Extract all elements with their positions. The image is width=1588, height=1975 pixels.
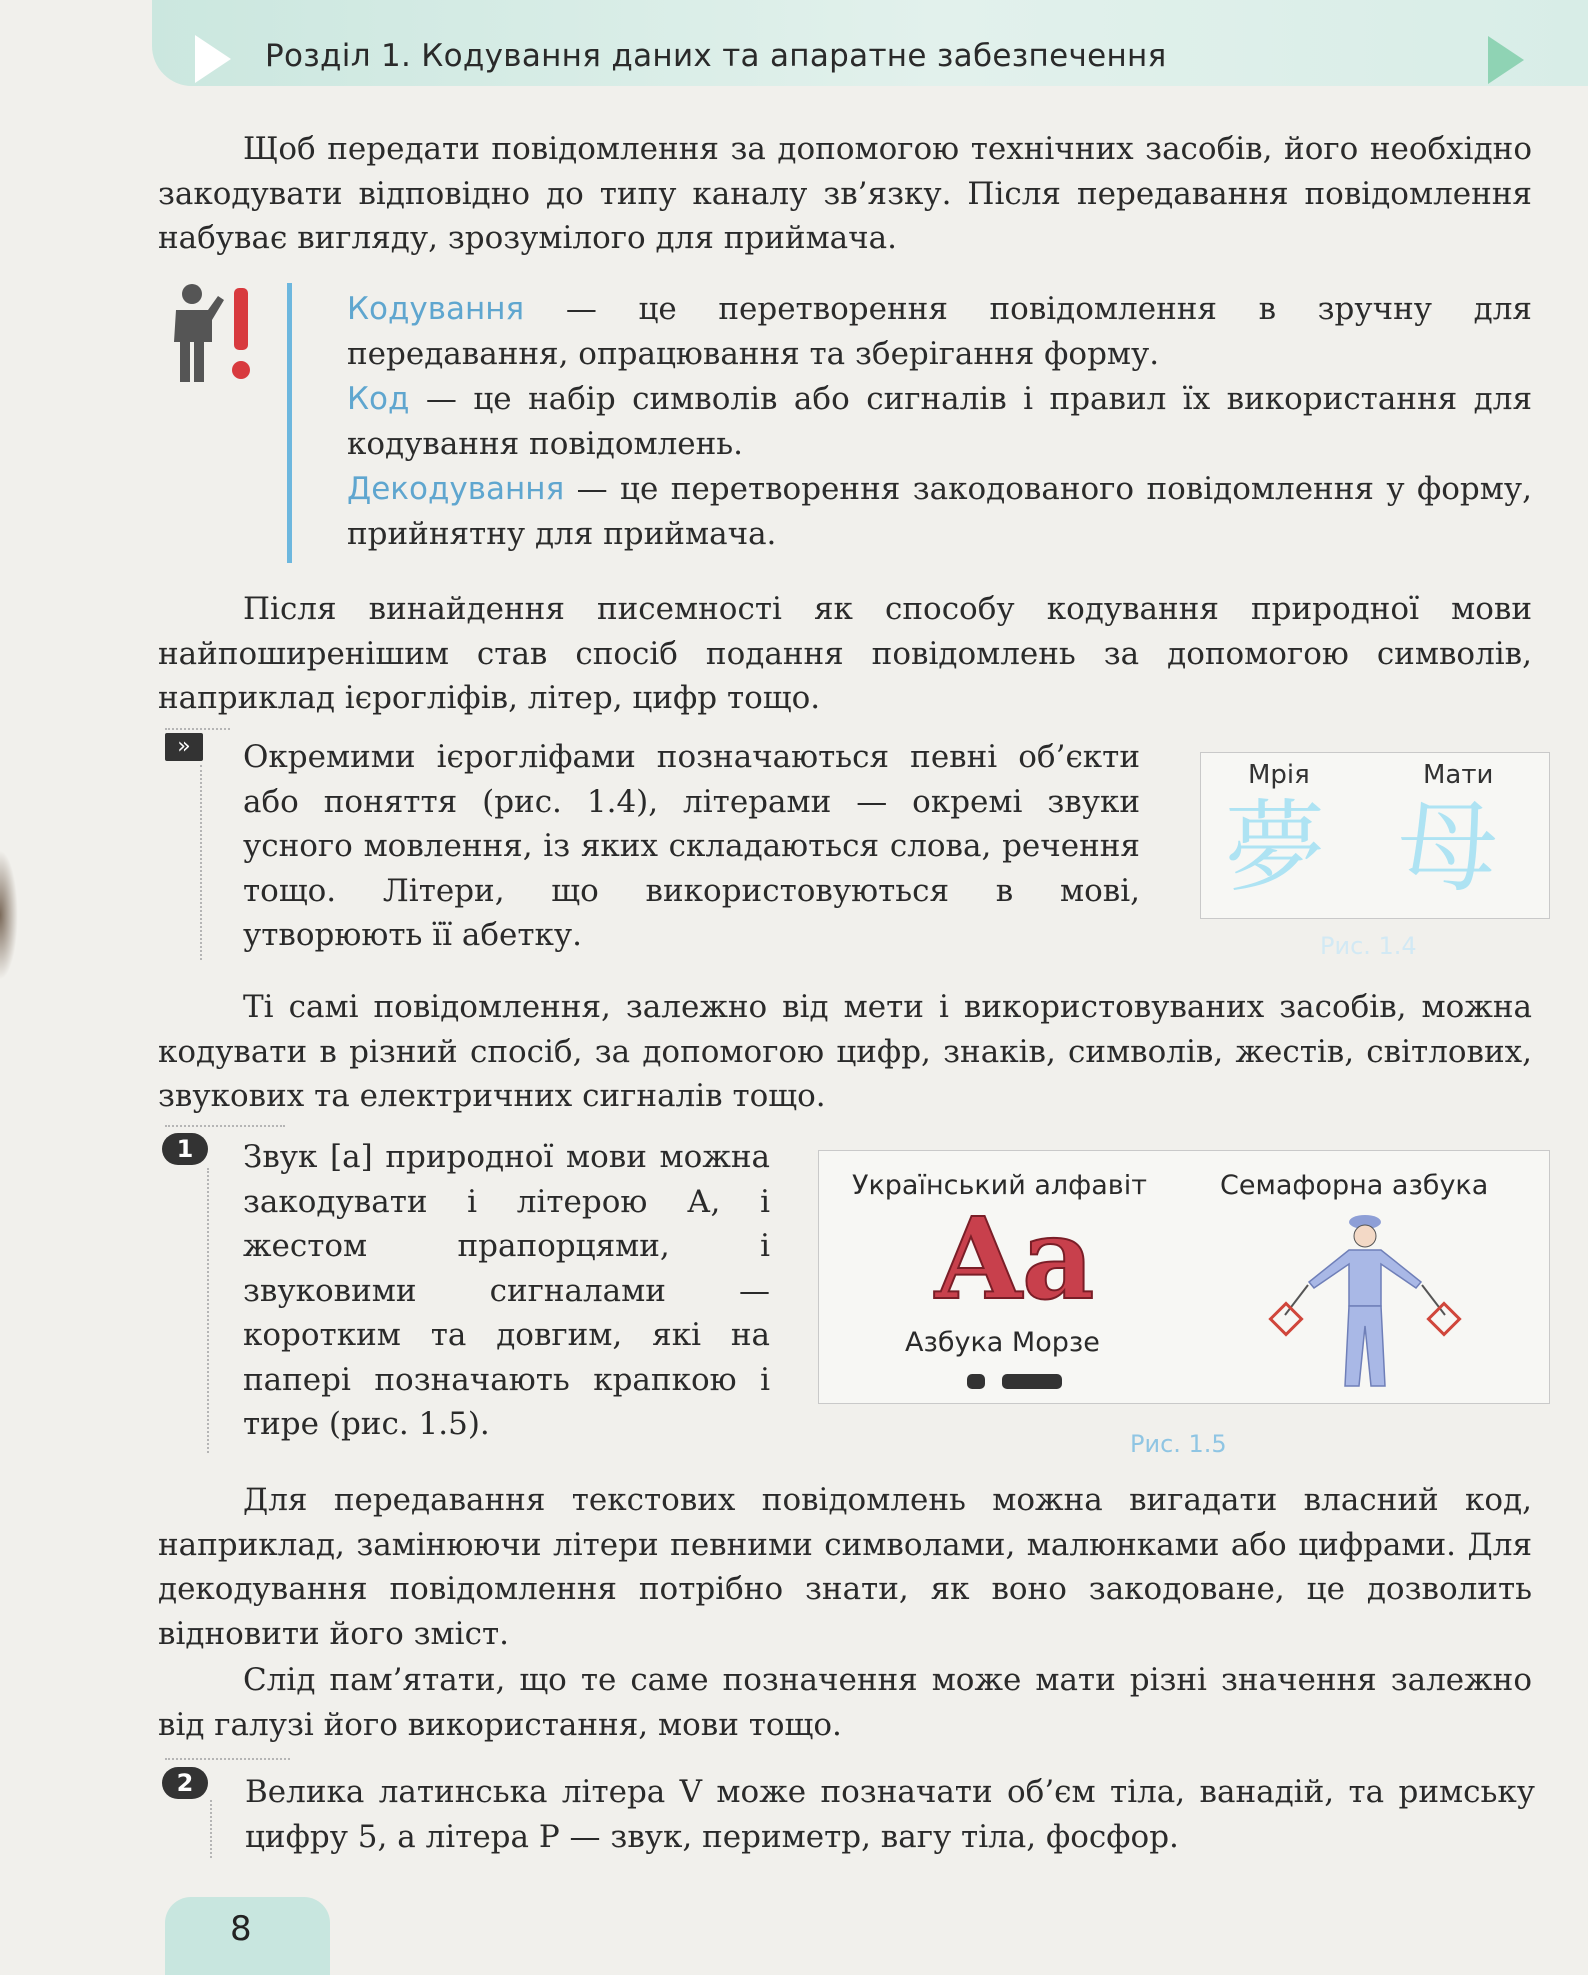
hieroglyph-paragraph: Окремими ієрогліфами позначаються певні об’єкти або поняття (рис. 1.4), літерами — окремі звуки усного мовлення, із яких складаються слова, речення тощо. Літери, що використовуються в мові, утворюють її абетку.	[243, 739, 1140, 953]
example1-dotted-line	[165, 1125, 285, 1127]
label-morse: Азбука Морзе	[905, 1327, 1100, 1358]
label-semaphore: Семафорна азбука	[1220, 1170, 1489, 1201]
morse-dash	[1002, 1374, 1062, 1389]
figure-1-4-caption: Рис. 1.4	[1320, 932, 1417, 960]
definitions-accent-bar	[287, 283, 292, 563]
definition-coding: Кодування — це перетворення повідомлення в зручну для передавання, опрацювання та зберігання форму.	[347, 291, 1532, 372]
writing-paragraph: Після винайдення писемності як способу кодування природної мови найпоширенішим став спосіб подання повідомлень за допомогою символів, наприклад ієрогліфів, літер, цифр тощо.	[158, 591, 1532, 716]
morse-dot	[967, 1374, 985, 1389]
label-ukrainian-alphabet: Український алфавіт	[852, 1170, 1147, 1201]
label-mother: Мати	[1423, 760, 1494, 790]
hieroglyph-dream: 夢	[1225, 789, 1325, 906]
example2-dotted-line	[165, 1758, 290, 1760]
attention-person-icon	[162, 282, 262, 392]
example1-vertical-line	[207, 1168, 209, 1453]
next-arrow-icon	[1488, 36, 1524, 84]
example-1-badge: 1	[162, 1133, 208, 1165]
chapter-title: Розділ 1. Кодування даних та апаратне забезпечення	[265, 38, 1167, 74]
label-dream: Мрія	[1248, 760, 1310, 790]
example2-vertical-line	[210, 1800, 212, 1858]
example-2-badge: 2	[162, 1767, 208, 1799]
semaphore-person-icon	[1255, 1210, 1475, 1390]
marker-dotted-line	[165, 728, 230, 730]
more-info-icon: »	[165, 733, 203, 761]
encoding-methods-paragraph: Ті самі повідомлення, залежно від мети і використовуваних засобів, можна кодувати в різний спосіб, за допомогою цифр, знаків, символів, жестів, світлових, звукових та електричних сигналів тощо.	[158, 989, 1532, 1114]
marker-vertical-line	[200, 765, 202, 960]
page-edge-shadow	[0, 850, 18, 980]
definition-code: Код — це набір символів або сигналів і правил їх використання для кодування повідомлень.	[347, 381, 1532, 462]
page-number: 8	[230, 1909, 252, 1949]
intro-paragraph: Щоб передати повідомлення за допомогою технічних засобів, його необхідно закодувати відповідно до типу каналу зв’язку. Після передавання повідомлення набуває вигляду, зрозумілого для приймача.	[158, 131, 1532, 256]
meaning-paragraph: Слід пам’ятати, що те саме позначення може мати різні значення залежно від галузі його використання, мови тощо.	[158, 1662, 1532, 1743]
letters-aa: Aa	[935, 1194, 1095, 1325]
figure-1-5-caption: Рис. 1.5	[1130, 1430, 1227, 1458]
definitions-block	[347, 287, 1532, 557]
example-2-text: Велика латинська літера V може позначати об’єм тіла, ванадій, та римську цифру 5, а літера P — звук, периметр, вагу тіла, фосфор.	[245, 1774, 1535, 1855]
header-play-icon	[195, 35, 231, 83]
hieroglyph-mother: 母	[1398, 789, 1498, 906]
definition-decoding: Декодування — це перетворення закодованого повідомлення у форму, прийнятну для приймача.	[347, 471, 1532, 552]
example-1-text: Звук [а] природної мови можна закодувати і літерою А, і жестом прапорцями, і звуковими сигналами — коротким та довгим, які на папері позначають крапкою і тире (рис. 1.5).	[243, 1139, 770, 1442]
custom-code-paragraph: Для передавання текстових повідомлень можна вигадати власний код, наприклад, замінюючи літери певними символами, малюнками або цифрами. Для декодування повідомлення потрібно знати, як воно закодоване, це дозволить відновити його зміст.	[158, 1482, 1532, 1652]
